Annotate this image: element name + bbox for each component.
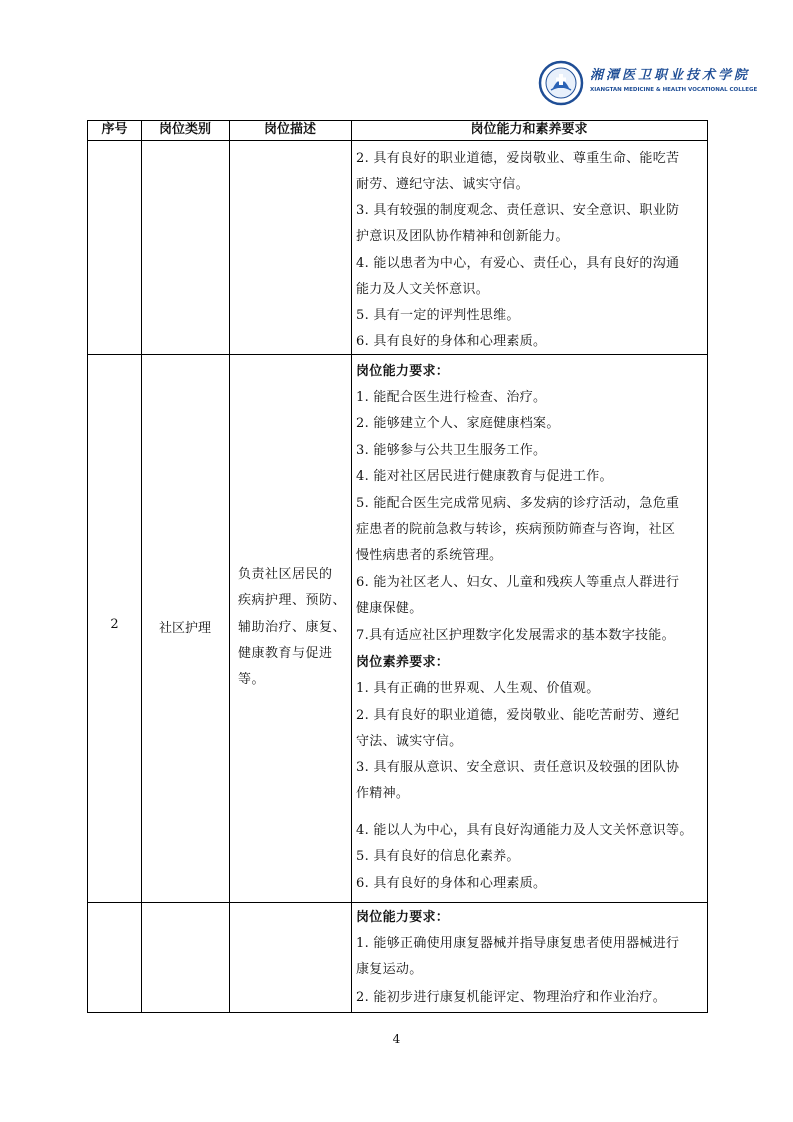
column-divider — [229, 120, 230, 1012]
column-divider — [351, 120, 352, 1012]
requirement-line: 5. 具有良好的信息化素养。 — [356, 849, 520, 864]
requirement-line: 2. 具有良好的职业道德，爱岗敬业、尊重生命、能吃苦 — [356, 151, 680, 166]
requirement-line: 6. 具有良好的身体和心理素质。 — [356, 876, 547, 891]
requirement-line: 作精神。 — [356, 786, 410, 801]
job-requirements-table — [87, 120, 708, 1013]
requirement-line: 3. 具有服从意识、安全意识、责任意识及较强的团队协 — [356, 760, 680, 775]
college-emblem-icon — [538, 60, 584, 106]
header-requirements: 岗位能力和素养要求 — [470, 122, 588, 137]
requirement-line: 4. 能以患者为中心，有爱心、责任心，具有良好的沟通 — [356, 256, 680, 271]
college-logo — [538, 60, 758, 110]
requirement-line: 7.具有适应社区护理数字化发展需求的基本数字技能。 — [356, 628, 675, 643]
section-heading: 岗位能力要求： — [356, 364, 450, 379]
column-divider — [141, 120, 142, 1012]
row-description-line: 疾病护理、预防、 — [238, 593, 347, 608]
requirement-line: 守法、诚实守信。 — [356, 734, 463, 749]
row-divider — [88, 354, 707, 355]
requirement-line: 4. 能以人为中心，具有良好沟通能力及人文关怀意识等。 — [356, 823, 693, 838]
row-description-line: 负责社区居民的 — [238, 567, 333, 582]
requirement-line: 3. 具有较强的制度观念、责任意识、安全意识、职业防 — [356, 203, 680, 218]
page-number: 4 — [392, 1032, 401, 1046]
requirement-line: 1. 能配合医生进行检查、治疗。 — [356, 390, 547, 405]
requirement-line: 6. 能为社区老人、妇女、儿童和残疾人等重点人群进行 — [356, 575, 680, 590]
row-number: 2 — [110, 617, 119, 632]
requirement-line: 4. 能对社区居民进行健康教育与促进工作。 — [356, 469, 613, 484]
requirement-line: 2. 具有良好的职业道德，爱岗敬业、能吃苦耐劳、遵纪 — [356, 708, 680, 723]
requirement-line: 护意识及团队协作精神和创新能力。 — [356, 229, 569, 244]
row-description-line: 等。 — [238, 672, 266, 687]
requirement-line: 3. 能够参与公共卫生服务工作。 — [356, 443, 547, 458]
row-description-line: 健康教育与促进 — [238, 646, 333, 661]
header-bottom-border — [88, 140, 707, 141]
requirement-line: 5. 具有一定的评判性思维。 — [356, 308, 520, 323]
requirement-line: 康复运动。 — [356, 962, 423, 977]
requirement-line: 耐劳、遵纪守法、诚实守信。 — [356, 177, 529, 192]
section-heading: 岗位素养要求： — [356, 655, 450, 670]
requirement-line: 1. 具有正确的世界观、人生观、价值观。 — [356, 681, 600, 696]
row-description-line: 辅助治疗、康复、 — [238, 620, 347, 635]
requirement-line: 2. 能够建立个人、家庭健康档案。 — [356, 416, 560, 431]
logo-title: 湘潭医卫职业技术学院 — [590, 68, 751, 83]
logo-subtitle: XIANGTAN MEDICINE & HEALTH VOCATIONAL COLLEGE — [590, 87, 758, 93]
requirement-line: 健康保健。 — [356, 601, 423, 616]
requirement-line: 5. 能配合医生完成常见病、多发病的诊疗活动，急危重 — [356, 496, 680, 511]
header-category: 岗位类别 — [158, 122, 211, 137]
row-divider — [88, 902, 707, 903]
requirement-line: 2. 能初步进行康复机能评定、物理治疗和作业治疗。 — [356, 990, 667, 1005]
requirement-line: 能力及人文关怀意识。 — [356, 282, 490, 297]
section-heading: 岗位能力要求： — [356, 910, 450, 925]
header-description: 岗位描述 — [263, 122, 316, 137]
requirement-line: 6. 具有良好的身体和心理素质。 — [356, 334, 547, 349]
requirement-line: 慢性病患者的系统管理。 — [356, 548, 503, 563]
requirement-line: 1. 能够正确使用康复器械并指导康复患者使用器械进行 — [356, 936, 680, 951]
header-number: 序号 — [101, 122, 128, 137]
requirement-line: 症患者的院前急救与转诊，疾病预防筛查与咨询，社区 — [356, 522, 676, 537]
row-category: 社区护理 — [158, 621, 211, 636]
